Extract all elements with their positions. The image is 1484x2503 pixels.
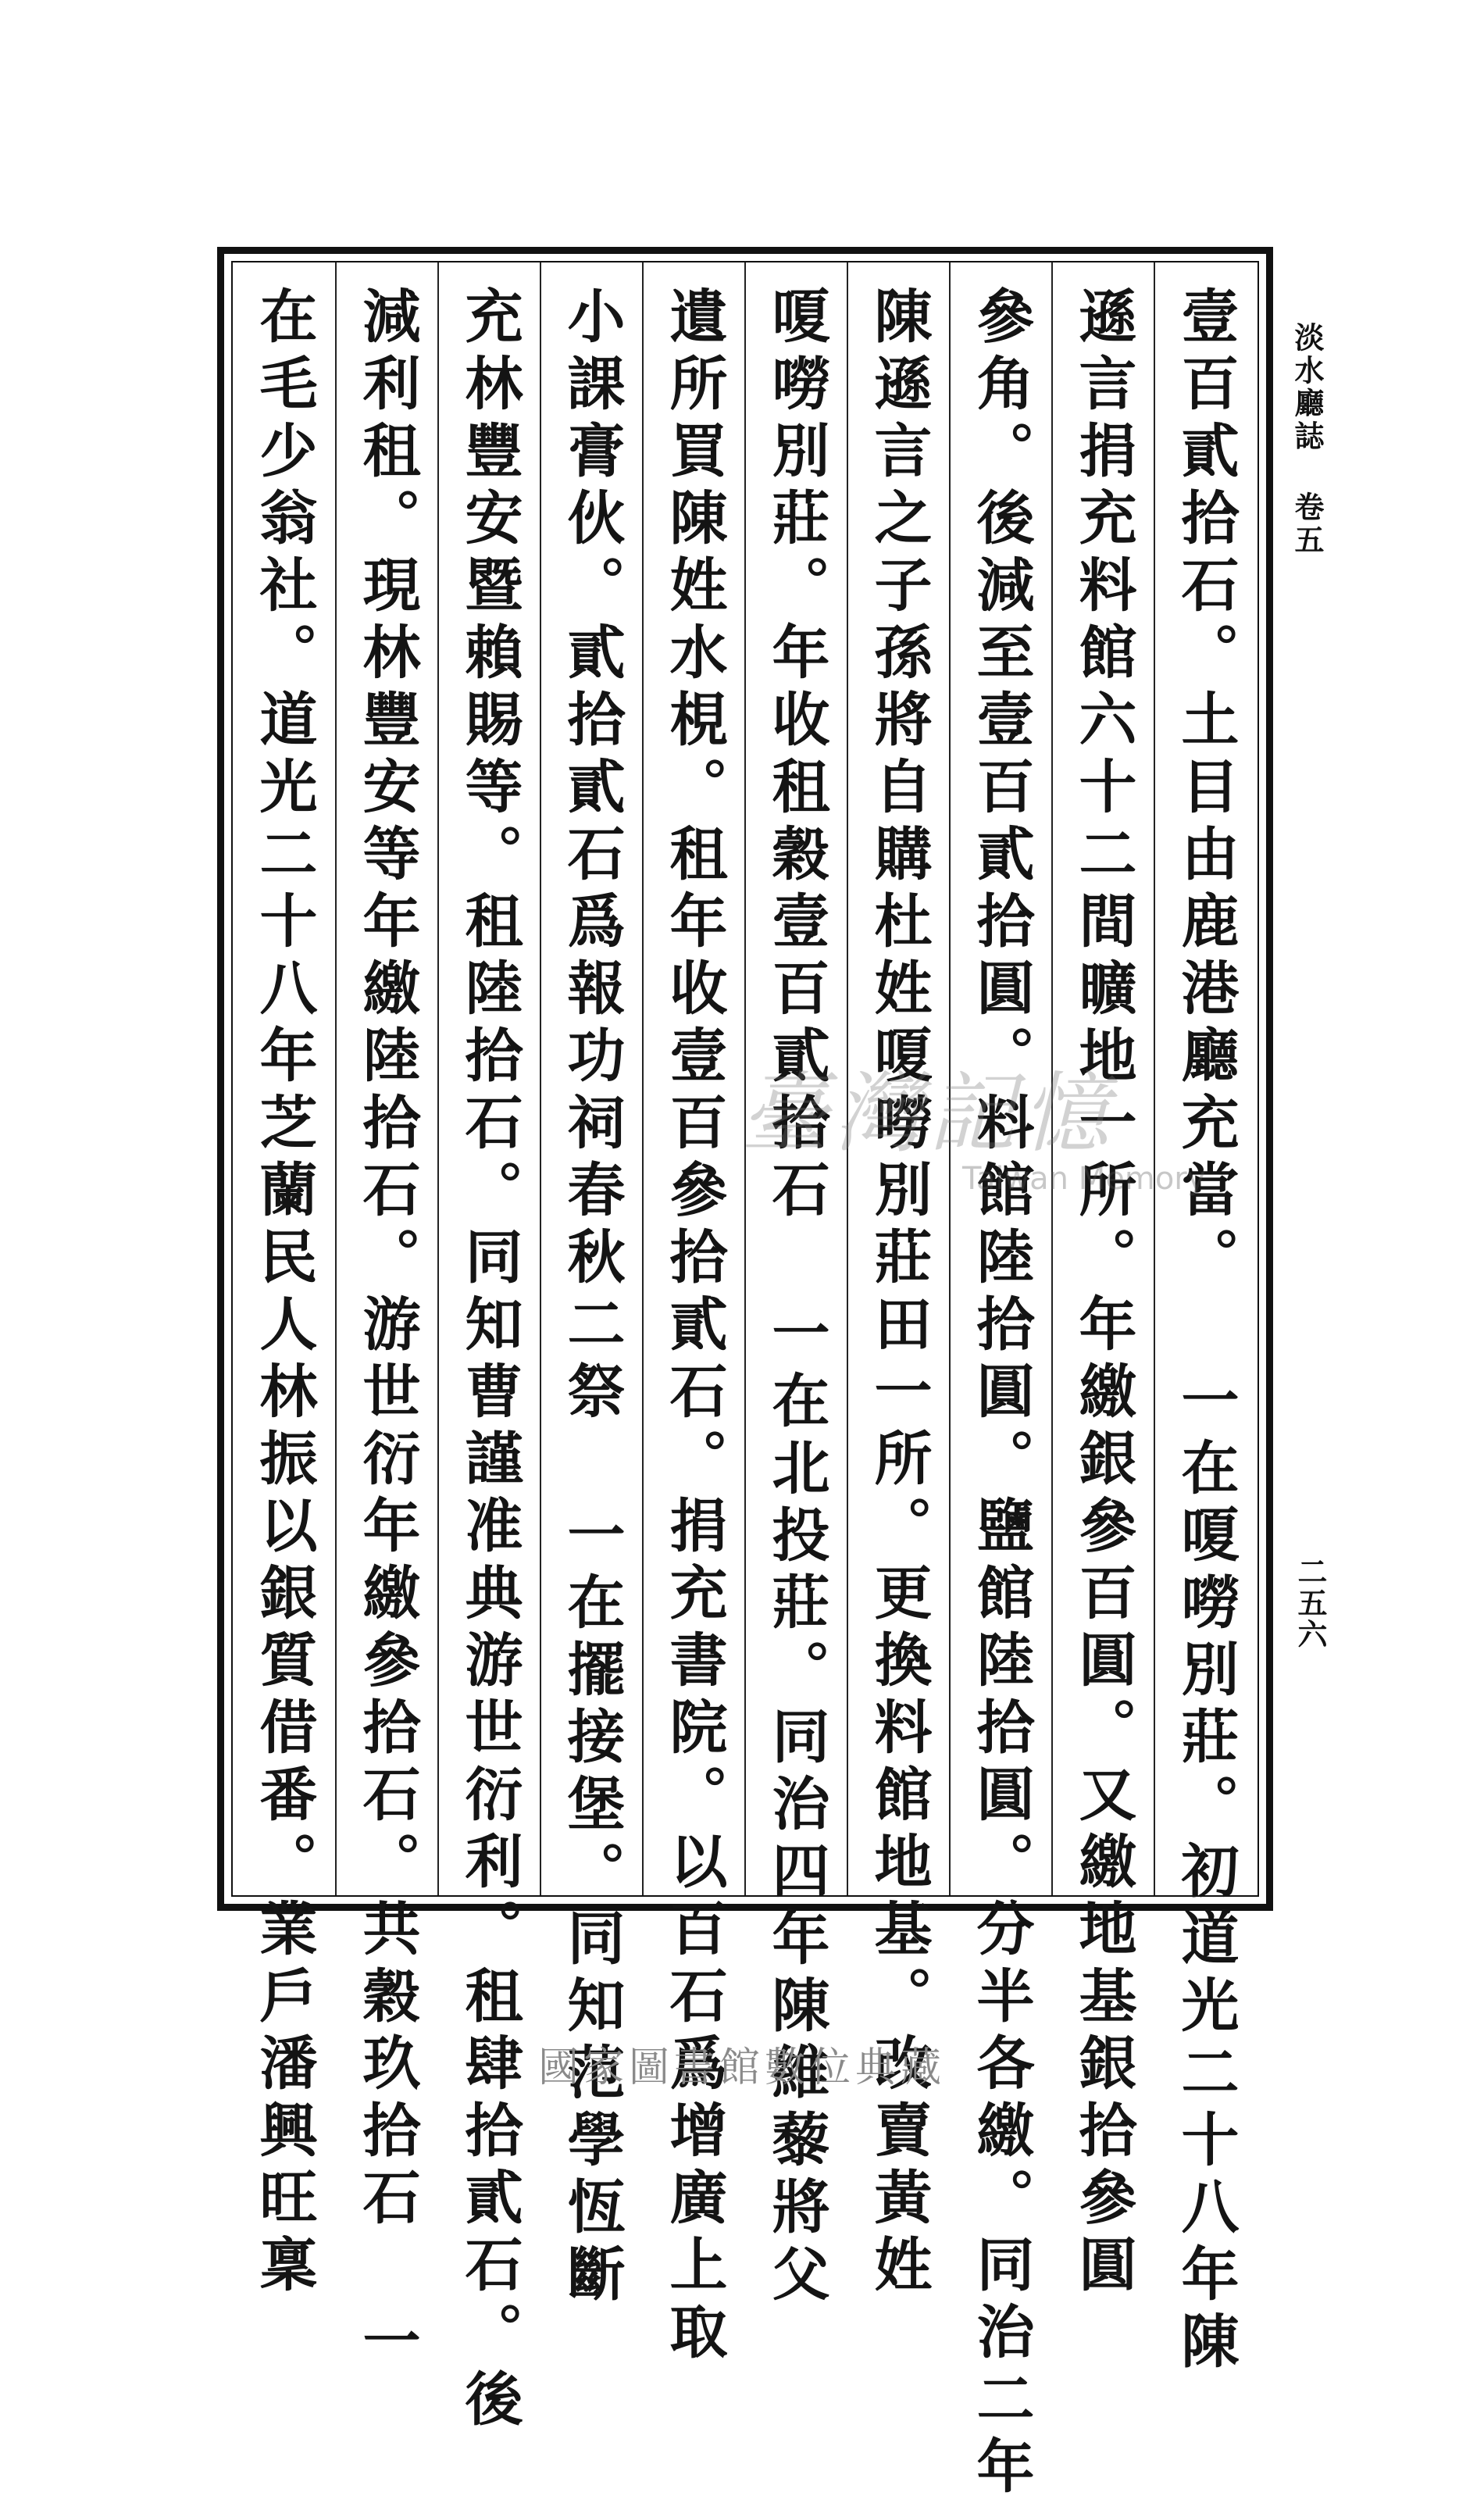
column-text-7: 小課膏伙。貳拾貳石爲報功祠春秋二祭 一在擺接堡。同知范學恆斷 [558,286,626,2311]
column-text-1: 壹百貳拾石。土目由鹿港廳充當。 一在嗄嘮別莊。初道光二十八年陳 [1172,286,1240,2378]
text-column-5 [744,262,847,2311]
column-text-10: 在毛少翁社。道光二十八年芝蘭民人林振以銀質借番。業戶潘興旺稟 [250,286,318,2301]
column-text-9: 減利租。現林豐安等年繳陸拾石。游世衍年繳參拾石。共穀玖拾石 一 [353,286,421,2378]
watermark-latin: Taiwan Memory [962,1161,1206,1197]
text-column-6 [642,262,744,2369]
text-column-7 [540,262,642,2311]
footer-attribution: 國家圖書館數位典藏 [537,2044,946,2091]
page-number: 二五六 [1293,1556,1328,1650]
text-column-2 [1051,262,1154,2301]
running-header: 淡水廳誌 卷五 [1290,322,1325,557]
column-text-6: 遺所買陳姓水梘。租年收壹百參拾貳石。捐充書院。以百石爲增廣上取 [660,286,728,2369]
column-text-3: 參角。後減至壹百貳拾圓。料館陸拾圓。鹽館陸拾圓。分半各繳。同治二年 [967,286,1035,2503]
text-column-1 [1154,262,1256,2378]
column-text-8: 充林豐安暨賴賜等。租陸拾石。同知曹謹准典游世衍利。租肆拾貳石。後 [455,286,523,2436]
text-column-10 [233,262,335,2301]
text-column-4 [847,262,949,2301]
watermark-glyphs: 臺灣記憶 [740,1063,1115,1165]
column-text-4: 陳遜言之子孫將自購杜姓嗄嘮別莊田一所。更換料館地基。改賣黃姓 [865,286,933,2301]
text-column-9 [335,262,437,2378]
text-column-8 [437,262,540,2436]
text-column-3 [949,262,1051,2503]
column-text-5: 嗄嘮別莊。年收租穀壹百貳拾石 一在北投莊。同治四年陳維藜將父 [762,286,830,2311]
column-text-2: 遜言捐充料館六十二間曠地一所。年繳銀參百圓。又繳地基銀拾參圓 [1069,286,1137,2301]
